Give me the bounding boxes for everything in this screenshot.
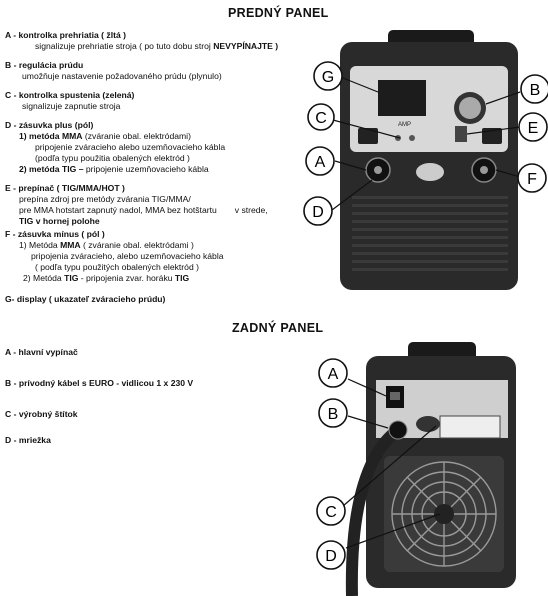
callout-front-c: C (315, 110, 327, 127)
callout-front-e: E (527, 120, 539, 137)
callout-rear-c: C (325, 504, 337, 521)
legend-f-mma-desc: ( zváranie obal. elektródami ) (80, 240, 194, 250)
legend-d-tig-desc: pripojenie uzemňovacieho kábla (83, 164, 209, 174)
legend-a-line: signalizuje prehriatie stroja ( po tuto dobu stroj (35, 41, 214, 51)
legend-d-line2: pripojenie zváracieho alebo uzemňovacieho kábla (35, 142, 226, 152)
callout-front-b: B (529, 82, 541, 99)
legend-f-tig: TIG (64, 273, 79, 283)
fan-hub (434, 504, 454, 524)
legend-b-desc: umožňuje nastavenie požadovaného prúdu (plynulo) (22, 71, 222, 81)
rear-legend-b: B - prívodný kábel s EURO - vidlicou 1 x 230 V (5, 378, 194, 388)
rating-plate (440, 416, 500, 438)
rear-legend-c: C - výrobný štítok (5, 409, 78, 419)
callout-front-g: G (321, 69, 335, 86)
front-logo (416, 163, 444, 181)
legend-f-line3: ( podľa typu použitých obalených elektród ) (35, 262, 199, 272)
legend-f-tig2: TIG (174, 273, 190, 283)
rear-logo (416, 416, 440, 432)
legend-item-e: E - prepínač ( TIG/MMA/HOT ) (5, 183, 125, 193)
legend-d-line3: (podľa typu použitia obalených elektród ) (35, 153, 190, 163)
legend-f-mma: MMA (60, 240, 81, 250)
legend-item-c: C - kontrolka spustenia (zelená) (5, 90, 135, 100)
callout-front-a: A (314, 154, 326, 171)
minus-socket-core (480, 166, 488, 174)
front-panel-title: PREDNÝ PANEL (228, 6, 329, 20)
front-display (378, 80, 426, 116)
legend-d-method: 1) metóda (19, 131, 62, 141)
legend-f-line2: pripojenia zváracieho, alebo uzemňovacieho kábla (31, 251, 224, 261)
callout-front-f: F (527, 171, 537, 188)
legend-a-warning: NEVYPÍNAJTE ) (213, 41, 279, 51)
legend-e-line2-end: v strede, (234, 205, 268, 215)
legend-item-f: F - zásuvka mínus ( pól ) (5, 229, 105, 239)
plus-socket-core (374, 166, 382, 174)
front-plus-symbol-plate (358, 128, 378, 144)
current-knob-cap (459, 97, 481, 119)
legend-item-a: A - kontrolka prehriatia ( žltá ) (5, 30, 126, 40)
legend-item-b: B - regulácia prúdu (5, 60, 84, 70)
front-display-unit: AMP (398, 122, 412, 128)
callout-front-d: D (312, 204, 324, 221)
legend-f-tig-desc: - pripojenia zvar. horáku (78, 273, 175, 283)
legend-e-line2-text: pre MMA hotstart zapnutý nadol, MMA bez hotštartu (19, 205, 217, 215)
overheat-led (409, 135, 415, 141)
rear-panel-title: ZADNÝ PANEL (232, 321, 324, 335)
main-switch-rocker (390, 392, 400, 400)
callout-rear-b: B (327, 406, 339, 423)
legend-f-method: 1) Metóda (19, 240, 61, 250)
legend-d-tig: TIG – (61, 164, 84, 174)
legend-e-line3: TIG v hornej polohe (19, 216, 100, 226)
callout-rear-a: A (327, 366, 339, 383)
rear-legend-d: D - mriežka (5, 435, 51, 445)
callout-rear-d: D (325, 548, 337, 565)
legend-item-g: G- display ( ukazateľ zváracieho prúdu) (5, 294, 166, 304)
cable-gland (389, 421, 407, 439)
legend-d-mma: MMA (61, 131, 83, 141)
rear-callouts (317, 359, 347, 569)
rear-legend-a: A - hlavní vypínač (5, 347, 78, 357)
legend-e-line1: prepína zdroj pre metódy zvárania TIG/MMA/ (19, 194, 191, 204)
legend-f-method2: 2) Metóda (23, 273, 65, 283)
legend-item-d: D - zásuvka plus (pól) (5, 120, 94, 130)
legend-c-desc: signalizuje zapnutie stroja (22, 101, 121, 111)
legend-d-mma-desc: (zváranie obal. elektródami) (82, 131, 191, 141)
mode-switch (455, 126, 467, 142)
legend-d-method2: 2) metóda (19, 164, 62, 174)
